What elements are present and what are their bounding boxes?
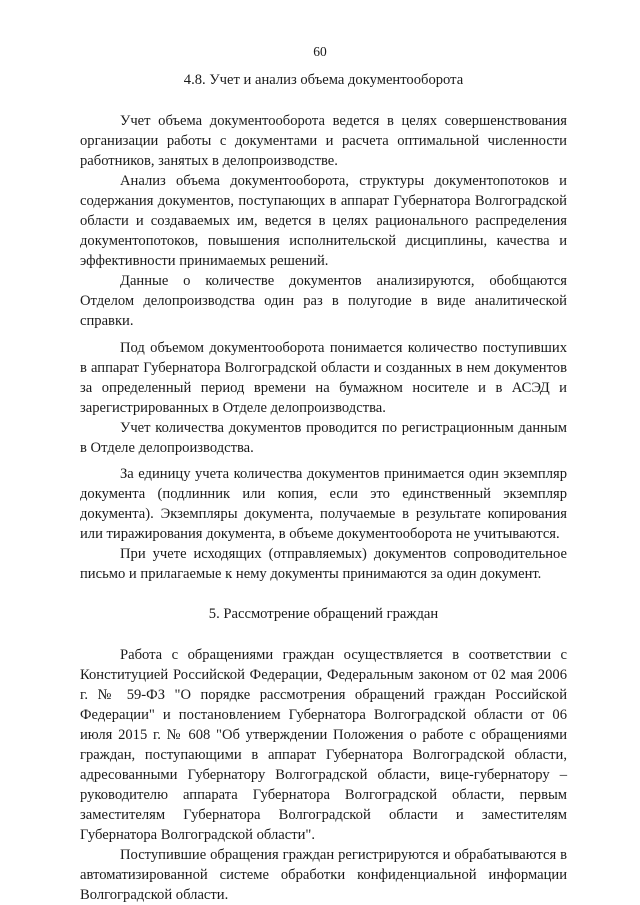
paragraph: За единицу учета количества документов принимается один экземпляр документа (подлинник или копия, если это единственный экземпляр документа). Экземпляры документа, получаемые в результате копирования или тиражирования документа, в объеме документооборота не учитываются. xyxy=(80,466,567,542)
paragraph: Учет объема документооборота ведется в целях совершенствования организации работы с документами и расчета оптимальной численности работников, занятых в делопроизводстве. xyxy=(80,113,567,169)
paragraph: Учет количества документов проводится по регистрационным данным в Отделе делопроизводства. xyxy=(80,420,567,456)
page-content xyxy=(80,70,567,905)
paragraph: Работа с обращениями граждан осуществляется в соответствии с Конституцией Российской Федерации, Федеральным законом от 02 мая 2006 г. № 59-ФЗ "О порядке рассмотрения обращений граждан Российской Федерации" и постановлением Губернатора Волгоградской области от 06 июля 2015 г. № 608 "Об утверждении Положения о работе с обращениями граждан, поступающими в аппарат Губернатора Волгоградской области, адресованными Губернатору Волгоградской области, вице-губернатору – руководителю аппарата Губернатора Волгоградской области, первым заместителям Губернатора Волгоградской области и заместителям Губернатора Волгоградской области". xyxy=(80,647,567,843)
section-5-heading: 5. Рассмотрение обращений граждан xyxy=(208,606,439,622)
paragraph: Данные о количестве документов анализируются, обобщаются Отделом делопроизводства один раз в полугодие в виде аналитической справки. xyxy=(80,273,567,329)
paragraph: Поступившие обращения граждан регистрируются и обрабатываются в автоматизированной системе обработки конфиденциальной информации Волгоградской области. xyxy=(80,847,567,903)
page-number: 60 xyxy=(313,44,327,59)
paragraph: Под объемом документооборота понимается количество поступивших в аппарат Губернатора Волгоградской области и созданных в нем документов за определенный период времени на бумажном носителе и в АСЭД и зарегистрированных в Отделе делопроизводства. xyxy=(80,340,567,416)
paragraph: Анализ объема документооборота, структуры документопотоков и содержания документов, поступающих в аппарат Губернатора Волгоградской области и создаваемых им, ведется в целях рационального распределения документопотоков, повышения исполнительской дисциплины, качества и эффективности принимаемых решений. xyxy=(80,173,567,269)
paragraph: При учете исходящих (отправляемых) документов сопроводительное письмо и прилагаемые к нему документы принимаются за один документ. xyxy=(80,546,567,582)
section-4-8-heading: 4.8. Учет и анализ объема документооборота xyxy=(183,72,464,88)
